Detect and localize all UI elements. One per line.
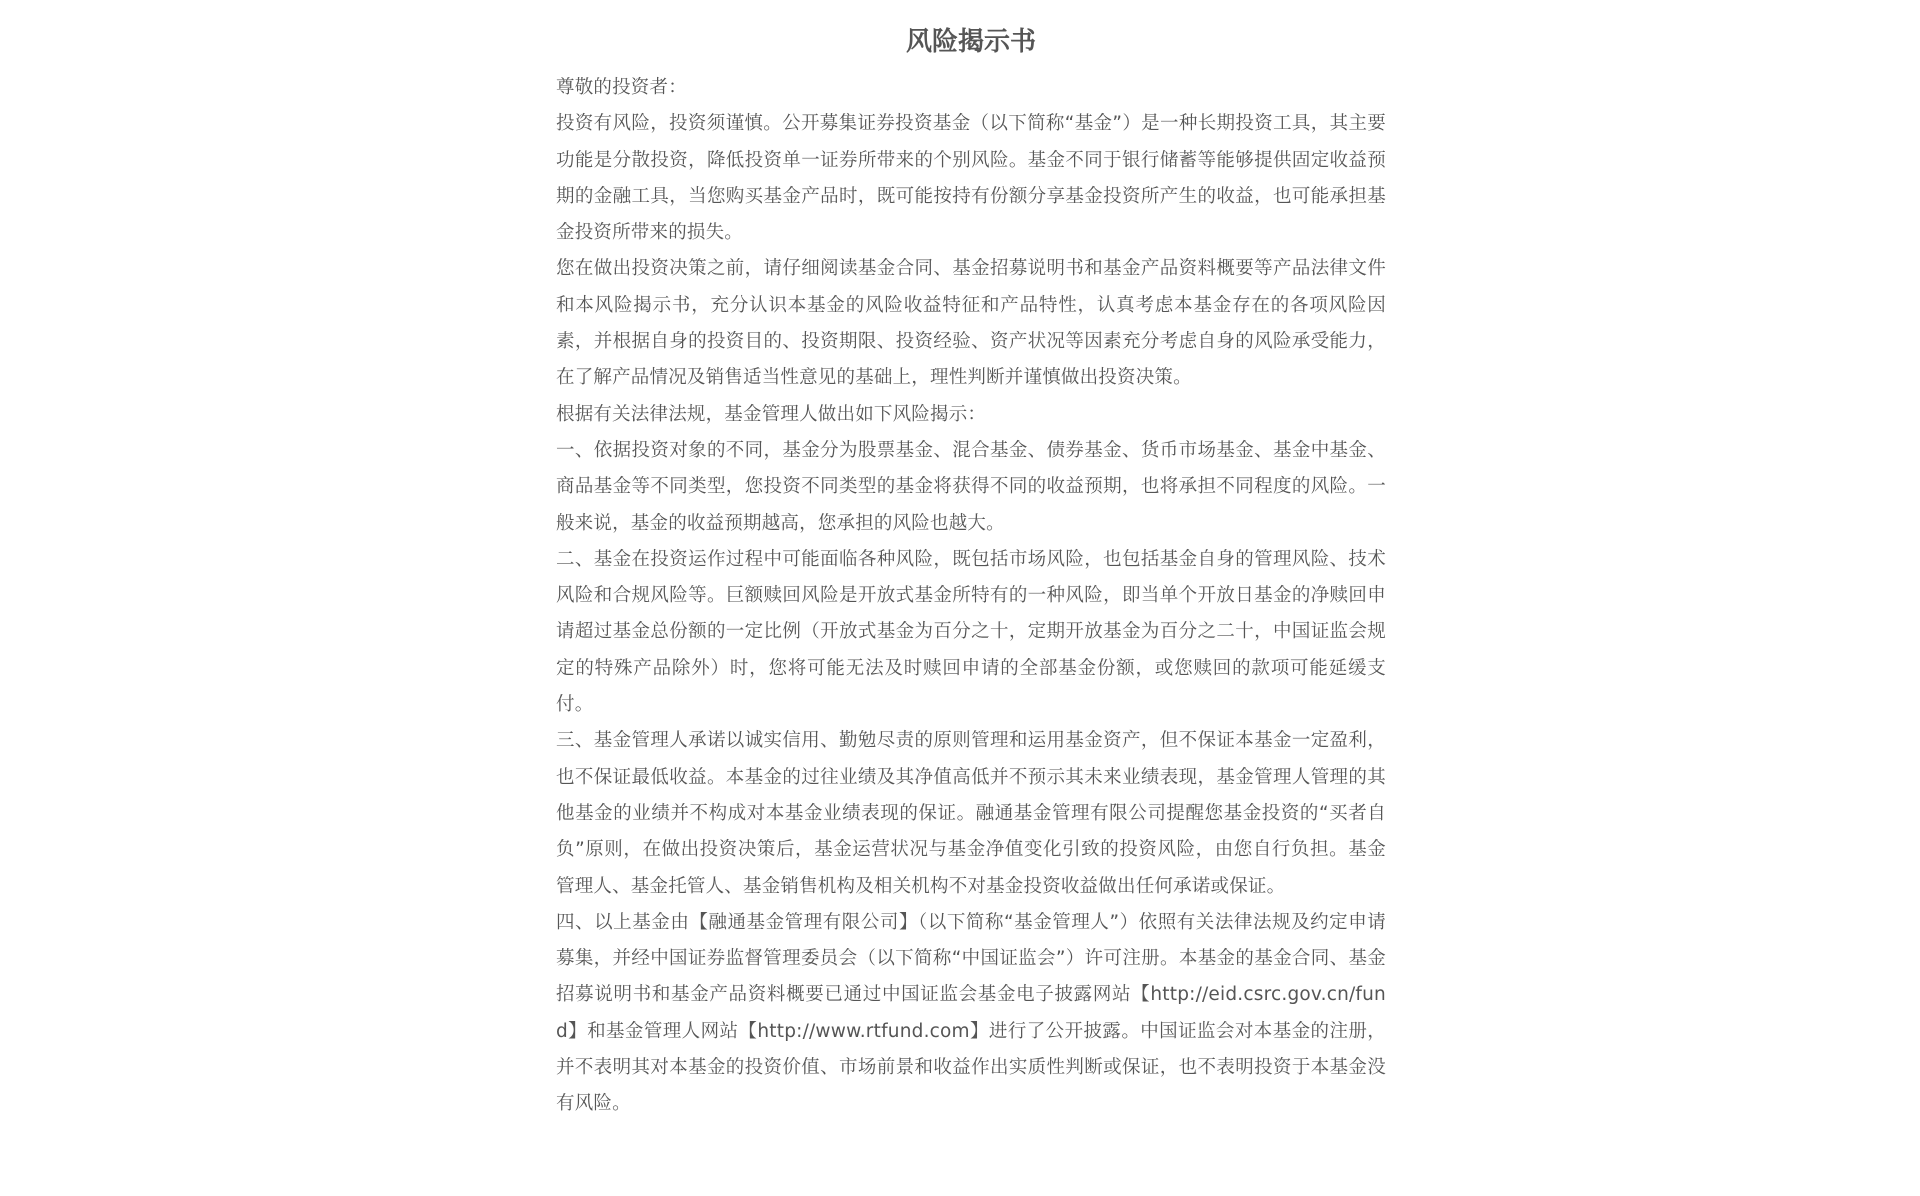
paragraph-item-3: 三、基金管理人承诺以诚实信用、勤勉尽责的原则管理和运用基金资产，但不保证本基金一定盈利，也不保证最低收益。本基金的过往业绩及其净值高低并不预示其未来业绩表现，基金管理人管理的其他基金的业绩并不构成对本基金业绩表现的保证。融通基金管理有限公司提醒您基金投资的“买者自负”原则，在做出投资决策后，基金运营状况与基金净值变化引致的投资风险，由您自行负担。基金管理人、基金托管人、基金销售机构及相关机构不对基金投资收益做出任何承诺或保证。 <box>556 730 1386 897</box>
paragraph-item-1: 一、依据投资对象的不同，基金分为股票基金、混合基金、债券基金、货币市场基金、基金中基金、商品基金等不同类型，您投资不同类型的基金将获得不同的收益预期，也将承担不同程度的风险。一般来说，基金的收益预期越高，您承担的风险也越大。 <box>556 439 1386 534</box>
salutation: 尊敬的投资者： <box>556 77 687 98</box>
paragraph-decision: 您在做出投资决策之前，请仔细阅读基金合同、基金招募说明书和基金产品资料概要等产品法律文件和本风险揭示书，充分认识本基金的风险收益特征和产品特性，认真考虑本基金存在的各项风险因素，并根据自身的投资目的、投资期限、投资经验、资产状况等因素充分考虑自身的风险承受能力，在了解产品情况及销售适当性意见的基础上，理性判断并谨慎做出投资决策。 <box>556 258 1386 389</box>
paragraph-item-4: 四、以上基金由【融通基金管理有限公司】（以下简称“基金管理人”）依照有关法律法规及约定申请募集，并经中国证券监督管理委员会（以下简称“中国证监会”）许可注册。本基金的基金合同、基金招募说明书和基金产品资料概要已通过中国证监会基金电子披露网站【http://eid.csrc.gov.cn/fund】和基金管理人网站【http://www.rtfund.com】进行了公开披露。中国证监会对本基金的注册，并不表明其对本基金的投资价值、市场前景和收益作出实质性判断或保证，也不表明投资于本基金没有风险。 <box>556 911 1386 1115</box>
paragraph-disclosure-lead: 根据有关法律法规，基金管理人做出如下风险揭示： <box>556 403 987 425</box>
document-title: 风险揭示书 <box>905 27 1036 57</box>
paragraph-intro: 投资有风险，投资须谨慎。公开募集证券投资基金（以下简称“基金”）是一种长期投资工具，其主要功能是分散投资，降低投资单一证券所带来的个别风险。基金不同于银行储蓄等能够提供固定收益预期的金融工具，当您购买基金产品时，既可能按持有份额分享基金投资所产生的收益，也可能承担基金投资所带来的损失。 <box>556 113 1386 244</box>
paragraph-item-2: 二、基金在投资运作过程中可能面临各种风险，既包括市场风险，也包括基金自身的管理风险、技术风险和合规风险等。巨额赎回风险是开放式基金所特有的一种风险，即当单个开放日基金的净赎回申请超过基金总份额的一定比例（开放式基金为百分之十，定期开放基金为百分之二十，中国证监会规定的特殊产品除外）时，您将可能无法及时赎回申请的全部基金份额，或您赎回的款项可能延缓支付。 <box>556 548 1386 716</box>
risk-disclosure-document <box>556 20 1386 1123</box>
